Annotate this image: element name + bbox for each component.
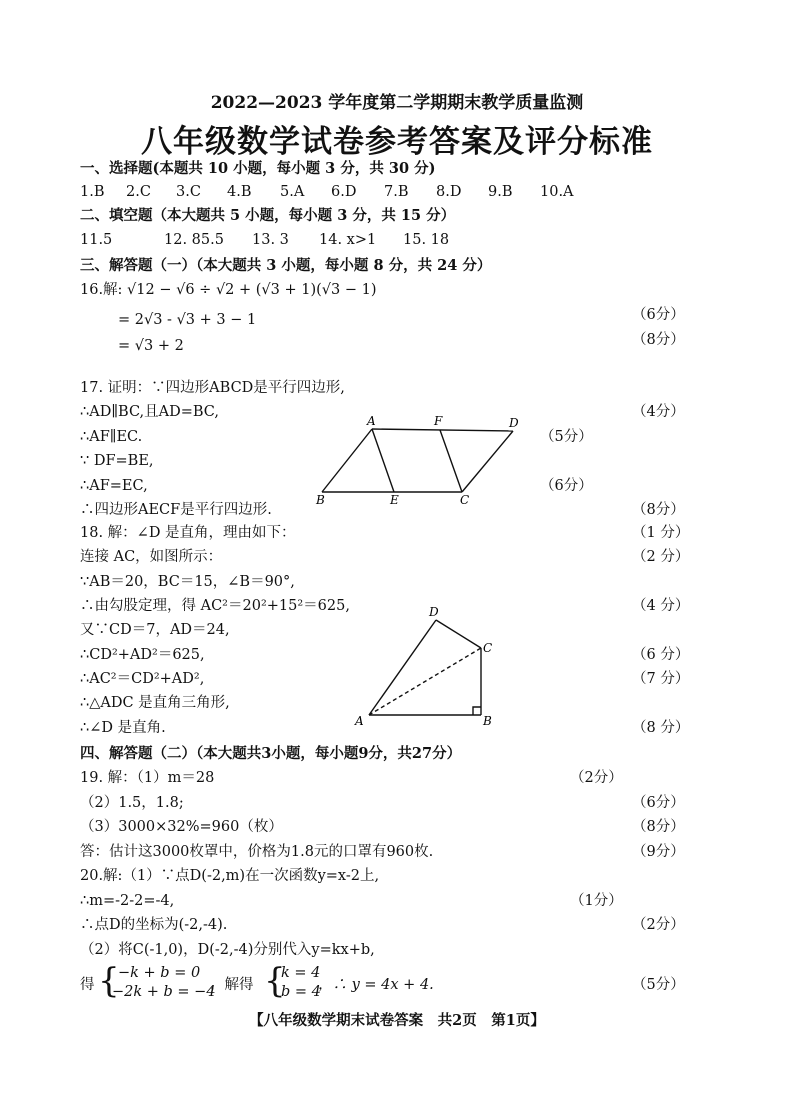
fill-answer: 13. 3 <box>252 232 289 248</box>
q16-step1: = 2√3 - √3 + 3 − 1 <box>118 312 257 328</box>
label-E: E <box>390 493 399 507</box>
q20-score: （2分） <box>632 917 685 933</box>
q19-line: 19. 解：（1）m＝28 <box>80 770 215 786</box>
label-A: A <box>355 714 364 728</box>
segment-AB <box>322 429 372 492</box>
q18-line: 连接 AC，如图所示： <box>80 549 223 565</box>
q19-score: （9分） <box>632 844 685 860</box>
q18-score: （2 分） <box>632 549 690 565</box>
q18-line: ∴∠D 是直角. <box>80 720 166 736</box>
q18-line: ∴CD²+AD²＝625, <box>80 647 205 663</box>
mc-answer: 4.B <box>227 184 252 200</box>
q17-score: （8分） <box>632 502 685 518</box>
right-angle-mark <box>473 707 481 715</box>
q18-score: （8 分） <box>632 720 690 736</box>
system-brace-left: { <box>98 961 120 1001</box>
q18-line: ∵AB＝20，BC＝15，∠B＝90°, <box>80 574 295 590</box>
q20-solve-text: ，解得 <box>210 977 254 993</box>
right-triangle-figure <box>345 600 505 730</box>
document-title: 八年级数学试卷参考答案及评分标准 <box>141 124 653 160</box>
q17-line: ∴四边形AECF是平行四边形. <box>80 502 272 518</box>
exam-year-title: 2022—2023 学年度第二学期期末教学质量监测 <box>210 93 584 113</box>
q16-step2: = √3 + 2 <box>118 338 184 354</box>
q20-score: （5分） <box>632 977 685 993</box>
mc-answer: 6.D <box>331 184 357 200</box>
q20-therefore-prefix: 得 <box>80 977 95 993</box>
q17-line: ∴AF∥EC. <box>80 429 143 445</box>
section3-heading: 三、解答题（一）（本大题共 3 小题，每小题 8 分，共 24 分） <box>80 257 492 274</box>
segment-AD <box>372 429 513 431</box>
q17-line: ∴AF=EC, <box>80 478 148 494</box>
section2-heading: 二、填空题（本大题共 5 小题，每小题 3 分，共 15 分） <box>80 207 456 224</box>
q20-line: 20.解:（1）∵点D(-2,m)在一次函数y=x-2上, <box>80 868 380 884</box>
fill-answer: 12. 85.5 <box>164 232 224 248</box>
mc-answer: 3.C <box>176 184 201 200</box>
q17-line: 17. 证明：∵四边形ABCD是平行四边形, <box>80 380 345 396</box>
q20-line: ∴点D的坐标为(-2,-4). <box>80 917 228 933</box>
system2-eq1: k = 4 <box>281 965 321 981</box>
fill-answer: 14. x>1 <box>319 232 377 248</box>
segment-AE <box>372 429 394 492</box>
q18-score: （6 分） <box>632 647 690 663</box>
mc-answer: 2.C <box>126 184 151 200</box>
mc-answer: 8.D <box>436 184 462 200</box>
system1-eq2: −2k + b = −4 <box>112 984 216 1000</box>
q16-expression: 16.解: √12 − √6 ÷ √2 + (√3 + 1)(√3 − 1) <box>80 282 377 298</box>
segment-DC <box>462 431 513 492</box>
q18-line: ∴△ADC 是直角三角形, <box>80 695 230 711</box>
q20-score: （1分） <box>570 893 623 909</box>
fill-answer: 15. 18 <box>403 232 450 248</box>
q20-line: ∴m=-2-2=-4, <box>80 893 175 909</box>
q19-line: （2）1.5，1.8; <box>80 795 184 811</box>
segment-DA <box>369 620 436 715</box>
mc-answer: 5.A <box>280 184 305 200</box>
q18-line: 又∵CD＝7，AD＝24, <box>80 622 230 638</box>
q17-score: （5分） <box>540 429 593 445</box>
mc-answer: 1.B <box>80 184 105 200</box>
mc-answer: 7.B <box>384 184 409 200</box>
q20-result: ，∴ y = 4x + 4. <box>318 977 434 993</box>
label-A: A <box>367 414 376 428</box>
segment-DC <box>436 620 481 648</box>
q17-line: ∴AD∥BC,且AD=BC, <box>80 404 219 420</box>
system2-eq2: b = 4 <box>281 984 321 1000</box>
q18-score: （7 分） <box>632 671 690 687</box>
label-B: B <box>316 493 325 507</box>
q16-score: （6分） <box>632 307 685 323</box>
q18-score: （4 分） <box>632 598 690 614</box>
label-D: D <box>429 605 439 619</box>
q18-line: 18. 解：∠D 是直角，理由如下： <box>80 525 296 541</box>
fill-answer: 11.5 <box>80 232 113 248</box>
system1-eq1: −k + b = 0 <box>118 965 201 981</box>
q19-score: （6分） <box>632 795 685 811</box>
label-F: F <box>434 414 443 428</box>
q18-line: ∴AC²＝CD²+AD², <box>80 671 205 687</box>
q19-line: 答：估计这3000枚罩中，价格为1.8元的口罩有960枚. <box>80 844 434 860</box>
label-C: C <box>483 641 493 655</box>
q17-line: ∵ DF=BE, <box>80 453 154 469</box>
q17-score: （6分） <box>540 478 593 494</box>
section1-heading: 一、选择题(本题共 10 小题，每小题 3 分，共 30 分) <box>80 160 436 177</box>
parallelogram-figure <box>310 410 530 510</box>
label-D: D <box>509 416 519 430</box>
label-C: C <box>460 493 470 507</box>
label-B: B <box>483 714 492 728</box>
q18-line: ∴由勾股定理，得 AC²＝20²+15²＝625, <box>80 598 350 614</box>
segment-AC-dashed <box>369 648 481 715</box>
q16-score: （8分） <box>632 332 685 348</box>
page-footer: 【八年级数学期末试卷答案 共2页 第1页】 <box>249 1012 545 1029</box>
segment-FC <box>440 430 462 492</box>
system-brace-right: { <box>264 961 286 1001</box>
q20-line: （2）将C(-1,0)，D(-2,-4)分别代入y=kx+b, <box>80 942 375 958</box>
section4-heading: 四、解答题（二）（本大题共3小题，每小题9分，共27分） <box>80 745 462 762</box>
q18-score: （1 分） <box>632 525 690 541</box>
q19-line: （3）3000×32%=960（枚） <box>80 819 283 835</box>
q17-score: （4分） <box>632 404 685 420</box>
q19-score: （2分） <box>570 770 623 786</box>
q19-score: （8分） <box>632 819 685 835</box>
mc-answer: 10.A <box>540 184 574 200</box>
mc-answer: 9.B <box>488 184 513 200</box>
